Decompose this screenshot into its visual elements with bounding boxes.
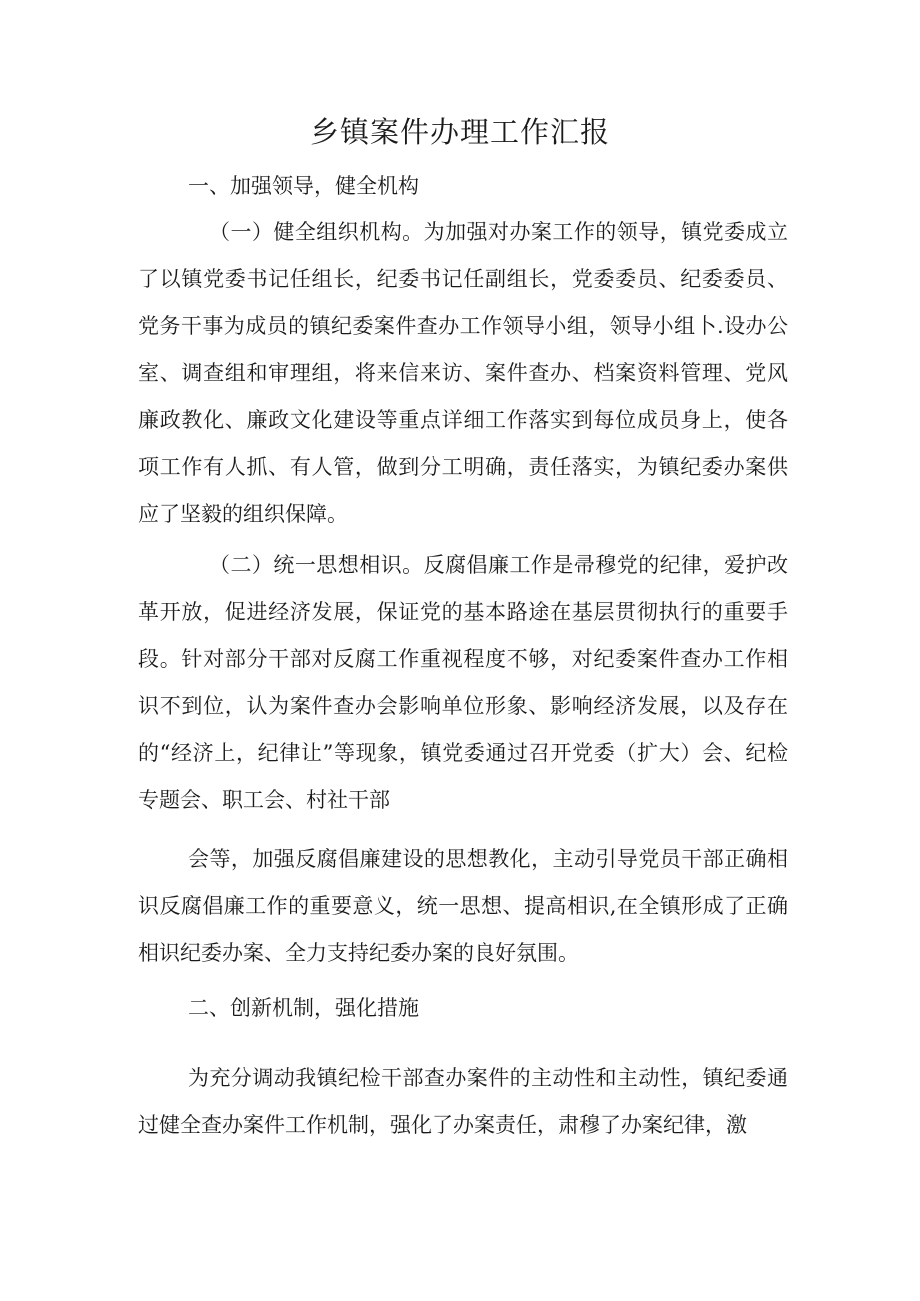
section-heading-2: 二、创新机制，强化措施 [188, 996, 419, 1020]
paragraph-continuation: 会等，加强反腐倡廉建设的思想教化，主动引导党员干部正确相识反腐倡廉工作的重要意义，统一思想、提高相识,在全镇形成了正确相识纪委办案、全力支持纪委办案的良好氛围。 [138, 847, 788, 965]
section-heading-1 [138, 163, 788, 210]
section-heading-1-text: 一、加强领导，健全机构 [188, 174, 419, 198]
paragraph-unify-thinking: （二）统一思想相识。反腐倡廉工作是帚穆党的纪律，爱护改革开放，促进经济发展，保证党的基本路途在基层贯彻执行的重要手段。针对部分干部对反腐工作重视程度不够，对纪委案件查办工作相识不到位，认为案件查办会影响单位形象、影响经济发展，以及存在的“经济上，纪律让”等现象，镇党委通过召开党委（扩大）会、纪检专题会、职工会、村社干部 [138, 553, 788, 812]
paragraph-mechanism: 为充分调动我镇纪检干部查办案件的主动性和主动性，镇纪委通过健全查办案件工作机制，强化了办案责任，肃穆了办案纪律，激 [138, 1066, 788, 1137]
paragraph-organization: （一）健全组织机构。为加强对办案工作的领导，镇党委成立了以镇党委书记任组长，纪委书记任副组长，党委委员、纪委委员、党务干事为成员的镇纪委案件查办工作领导小组，领导小组卜.设办公室、调查组和审理组，将来信来访、案件查办、档案资料管理、党风廉政教化、廉政文化建设等重点详细工作落实到每位成员身上，使各项工作有人抓、有人管，做到分工明确，责任落实，为镇纪委办案供应了坚毅的组织保障。 [138, 220, 788, 526]
document-title: 乡镇案件办理工作汇报 [309, 115, 610, 149]
